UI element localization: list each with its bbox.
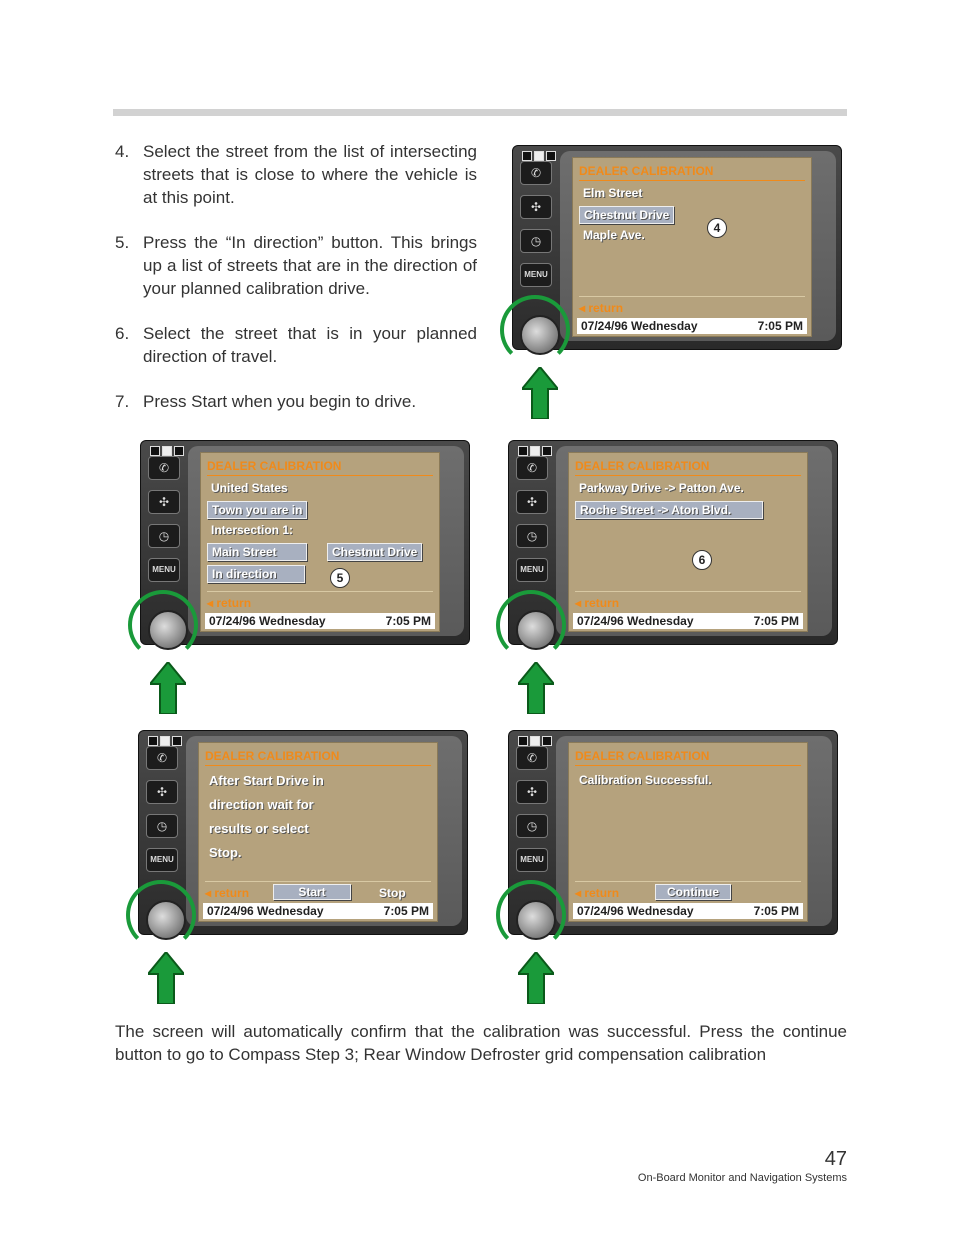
status-bar: 07/24/96 Wednesday 7:05 PM xyxy=(573,613,803,629)
fan-button[interactable]: ✣ xyxy=(520,195,552,219)
street-button[interactable]: Main Street xyxy=(207,543,307,561)
return-button[interactable]: ◂ return xyxy=(205,886,250,900)
fan-button[interactable]: ✣ xyxy=(516,780,548,804)
cross-street-button[interactable]: Chestnut Drive xyxy=(327,543,422,561)
menu-button[interactable]: MENU xyxy=(148,558,180,582)
control-knob[interactable] xyxy=(520,315,560,355)
monitor-success xyxy=(508,730,838,935)
callout-marker: 5 xyxy=(330,568,350,588)
return-button[interactable]: ◂ return xyxy=(579,301,624,315)
return-button[interactable]: ◂ return xyxy=(575,596,620,610)
return-button[interactable]: ◂ return xyxy=(575,886,620,900)
press-arrow-icon xyxy=(150,662,186,714)
nav-screen xyxy=(572,157,812,337)
instruction-line: direction wait for xyxy=(209,797,314,812)
street-item[interactable]: Elm Street xyxy=(583,186,643,200)
indicator-leds xyxy=(150,446,184,456)
press-arrow-icon xyxy=(518,662,554,714)
clock-button[interactable]: ◷ xyxy=(516,814,548,838)
country-label: United States xyxy=(211,481,288,495)
fan-button[interactable]: ✣ xyxy=(516,490,548,514)
monitor-step7 xyxy=(138,730,468,935)
page-number: 47 xyxy=(824,1148,847,1170)
footer-text: On-Board Monitor and Navigation Systems xyxy=(637,1172,847,1184)
status-bar: 07/24/96 Wednesday 7:05 PM xyxy=(573,903,803,919)
phone-button[interactable]: ✆ xyxy=(146,746,178,770)
phone-button[interactable]: ✆ xyxy=(516,746,548,770)
nav-screen xyxy=(200,452,440,632)
step-5: 5. Press the “In direction” button. This brings up a list of streets that are in the direction of your planned calibration drive. xyxy=(115,233,477,298)
control-knob[interactable] xyxy=(146,900,186,940)
clock-button[interactable]: ◷ xyxy=(520,229,552,253)
success-message: Calibration Successful. xyxy=(579,773,712,787)
nav-screen xyxy=(568,742,808,922)
phone-button[interactable]: ✆ xyxy=(516,456,548,480)
instruction-line: Stop. xyxy=(209,845,242,860)
stop-button[interactable]: Stop xyxy=(379,886,406,900)
direction-item[interactable]: Parkway Drive -> Patton Ave. xyxy=(579,481,744,495)
status-bar: 07/24/96 Wednesday 7:05 PM xyxy=(203,903,433,919)
instruction-line: results or select xyxy=(209,821,309,836)
monitor-step6 xyxy=(508,440,838,645)
menu-button[interactable]: MENU xyxy=(516,558,548,582)
street-item-selected[interactable]: Chestnut Drive xyxy=(579,206,674,224)
direction-item-selected[interactable]: Roche Street -> Aton Blvd. xyxy=(575,501,763,519)
caption-text: The screen will automatically confirm that the calibration was successful. Press the continue button to go to Compass Step 3; Rear Window Defroster grid compensation calibration xyxy=(115,1022,847,1064)
nav-screen xyxy=(198,742,438,922)
step-list xyxy=(115,140,477,435)
intersection-label: Intersection 1: xyxy=(211,523,294,537)
indicator-leds xyxy=(522,151,556,161)
indicator-leds xyxy=(518,446,552,456)
status-bar: 07/24/96 Wednesday 7:05 PM xyxy=(577,318,807,334)
town-button[interactable]: Town you are in xyxy=(207,501,307,519)
screen-title: DEALER CALIBRATION xyxy=(205,749,340,763)
continue-button[interactable]: Continue xyxy=(655,884,731,900)
nav-screen xyxy=(568,452,808,632)
street-item[interactable]: Maple Ave. xyxy=(583,228,645,242)
control-knob[interactable] xyxy=(516,610,556,650)
callout-marker: 4 xyxy=(707,218,727,238)
monitor-step5 xyxy=(140,440,470,645)
control-knob[interactable] xyxy=(516,900,556,940)
step-4: 4. Select the street from the list of intersecting streets that is close to where the vehicle is at this point. xyxy=(115,142,477,207)
menu-button[interactable]: MENU xyxy=(520,263,552,287)
press-arrow-icon xyxy=(148,952,184,1004)
press-arrow-icon xyxy=(518,952,554,1004)
phone-button[interactable]: ✆ xyxy=(148,456,180,480)
screen-title: DEALER CALIBRATION xyxy=(575,459,710,473)
step-6: 6. Select the street that is in your planned direction of travel. xyxy=(115,324,477,366)
instruction-line: After Start Drive in xyxy=(209,773,324,788)
clock-button[interactable]: ◷ xyxy=(148,524,180,548)
screen-title: DEALER CALIBRATION xyxy=(207,459,342,473)
return-button[interactable]: ◂ return xyxy=(207,596,252,610)
menu-button[interactable]: MENU xyxy=(146,848,178,872)
step-7: 7. Press Start when you begin to drive. xyxy=(115,392,417,411)
press-arrow-icon xyxy=(522,367,558,419)
phone-button[interactable]: ✆ xyxy=(520,161,552,185)
in-direction-button[interactable]: In direction xyxy=(207,565,305,583)
status-bar: 07/24/96 Wednesday 7:05 PM xyxy=(205,613,435,629)
top-rule xyxy=(113,109,847,116)
menu-button[interactable]: MENU xyxy=(516,848,548,872)
clock-button[interactable]: ◷ xyxy=(516,524,548,548)
fan-button[interactable]: ✣ xyxy=(146,780,178,804)
screen-title: DEALER CALIBRATION xyxy=(579,164,714,178)
screen-title: DEALER CALIBRATION xyxy=(575,749,710,763)
control-knob[interactable] xyxy=(148,610,188,650)
monitor-step4 xyxy=(512,145,842,350)
clock-button[interactable]: ◷ xyxy=(146,814,178,838)
fan-button[interactable]: ✣ xyxy=(148,490,180,514)
indicator-leds xyxy=(518,736,552,746)
indicator-leds xyxy=(148,736,182,746)
start-button[interactable]: Start xyxy=(273,884,351,900)
callout-marker: 6 xyxy=(692,550,712,570)
